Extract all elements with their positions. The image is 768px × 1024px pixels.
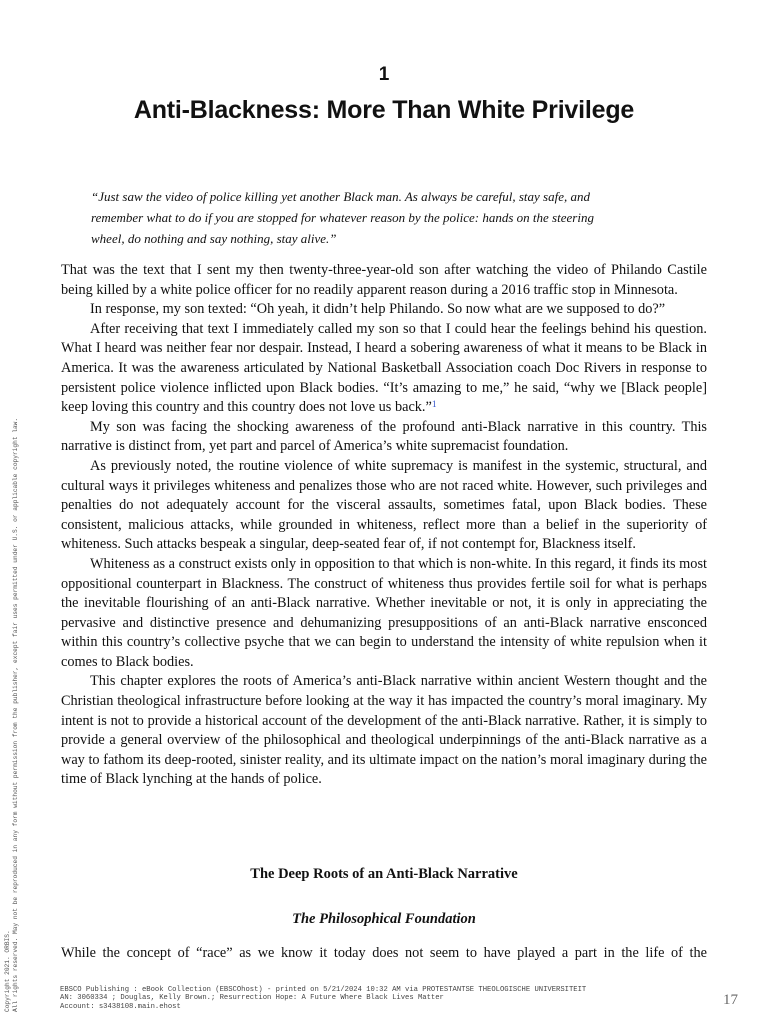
footer-line: Account: s3438108.main.ehost — [60, 1002, 181, 1011]
copyright-line: Copyright 2021. ORBIS. — [4, 930, 11, 1012]
footer-line: EBSCO Publishing : eBook Collection (EBSCOhost) - printed on 5/21/2024 10:32 AM via PROTESTANTSE THEOLOGISCHE UNIVERSITEIT — [60, 986, 587, 994]
footer — [60, 986, 620, 1011]
paragraph: This chapter explores the roots of America’s anti-Black narrative within ancient Western thought and the Christian theological infrastructure before looking at the way it has impacted the country’s moral imaginary. My intent is not to provide a historical account of the development of the anti-Black narrative. Rather, it is simply to provide a general overview of the philosophical and theological underpinnings of the anti-Black narrative as a way to fathom its deep-rooted, sinister reality, and its ultimate impact on the nation’s moral imaginary during the time of Black lynching at the hands of police. — [61, 673, 707, 788]
paragraph: My son was facing the shocking awareness of the profound anti-Black narrative in this country. This narrative is distinct from, yet part and parcel of America’s white supremacist foundation. — [61, 418, 707, 455]
paragraph: As previously noted, the routine violence of white supremacy is manifest in the systemic, structural, and cultural ways it privileges whiteness and penalizes those who are not raced white. However, such privileges and penalties do not adequately account for the visceral assaults, sometimes fatal, upon Black bodies. These consistent, malicious attacks, while grounded in whiteness, reflect more than a belief in the superiority of whiteness. Such attacks bespeak a singular, deep-seated fear of, if not contempt for, Blackness itself. — [61, 457, 707, 553]
paragraph: That was the text that I sent my then twenty-three-year-old son after watching the video of Philando Castile being killed by a white police officer for no readily apparent reason during a 2016 traffic stop in Minnesota. — [61, 262, 707, 298]
page-number: 17 — [723, 992, 738, 1008]
copyright-line: All rights reserved. May not be reproduced in any form without permission from the publisher, except fair uses permitted under U.S. or applicable copyright law. — [12, 417, 19, 1012]
footnote-link[interactable]: 1 — [431, 400, 437, 411]
paragraph — [61, 320, 707, 418]
paragraph: In response, my son texted: “Oh yeah, it didn’t help Philando. So now what are we supposed to do?” — [90, 301, 666, 318]
epigraph: “Just saw the video of police killing yet another Black man. As always be careful, stay safe, and remember what to do if you are stopped for whatever reason by the police: hands on the steering wheel, do nothing and say nothing, stay alive.” — [91, 189, 594, 246]
chapter-title: Anti-Blackness: More Than White Privilege — [133, 96, 635, 124]
paragraph: Whiteness as a construct exists only in opposition to that which is non-white. In this regard, it finds its most oppositional counterpart in Blackness. The construct of whiteness thus provides fertile soil for what is perhaps the inevitable flourishing of an anti-Black narrative. Whether inevitable or not, it is only in appreciating the pervasive and distinctive presence and dehumanizing presuppositions of an anti-Black narrative ensconced within this country’s collective psyche that we can begin to understand the intensity of white repulsion when it comes to Black bodies. — [61, 555, 707, 670]
subsection-heading: The Philosophical Foundation — [292, 911, 476, 927]
body-text — [61, 261, 707, 790]
copyright-notice — [4, 252, 20, 1012]
section-heading: The Deep Roots of an Anti-Black Narrative — [250, 866, 518, 882]
paragraph-text: After receiving that text I immediately called my son so that I could hear the feelings behind his question. What I heard was neither fear nor despair. Instead, I heard a sobering awareness of what it means to be Black in America. It was the awareness articulated by National Basketball Association coach Doc Rivers in response to persistent police violence inflicted upon Black bodies. “It’s amazing to me,” he said, “why we [Black people] keep loving this country and this country does not love us back.” — [61, 320, 707, 416]
paragraph: While the concept of “race” as we know it today does not seem to have played a part in the life of the — [61, 945, 707, 961]
footer-line: AN: 3060334 ; Douglas, Kelly Brown.; Resurrection Hope: A Future Where Black Lives Matter — [60, 994, 444, 1003]
chapter-number: 1 — [378, 64, 390, 85]
